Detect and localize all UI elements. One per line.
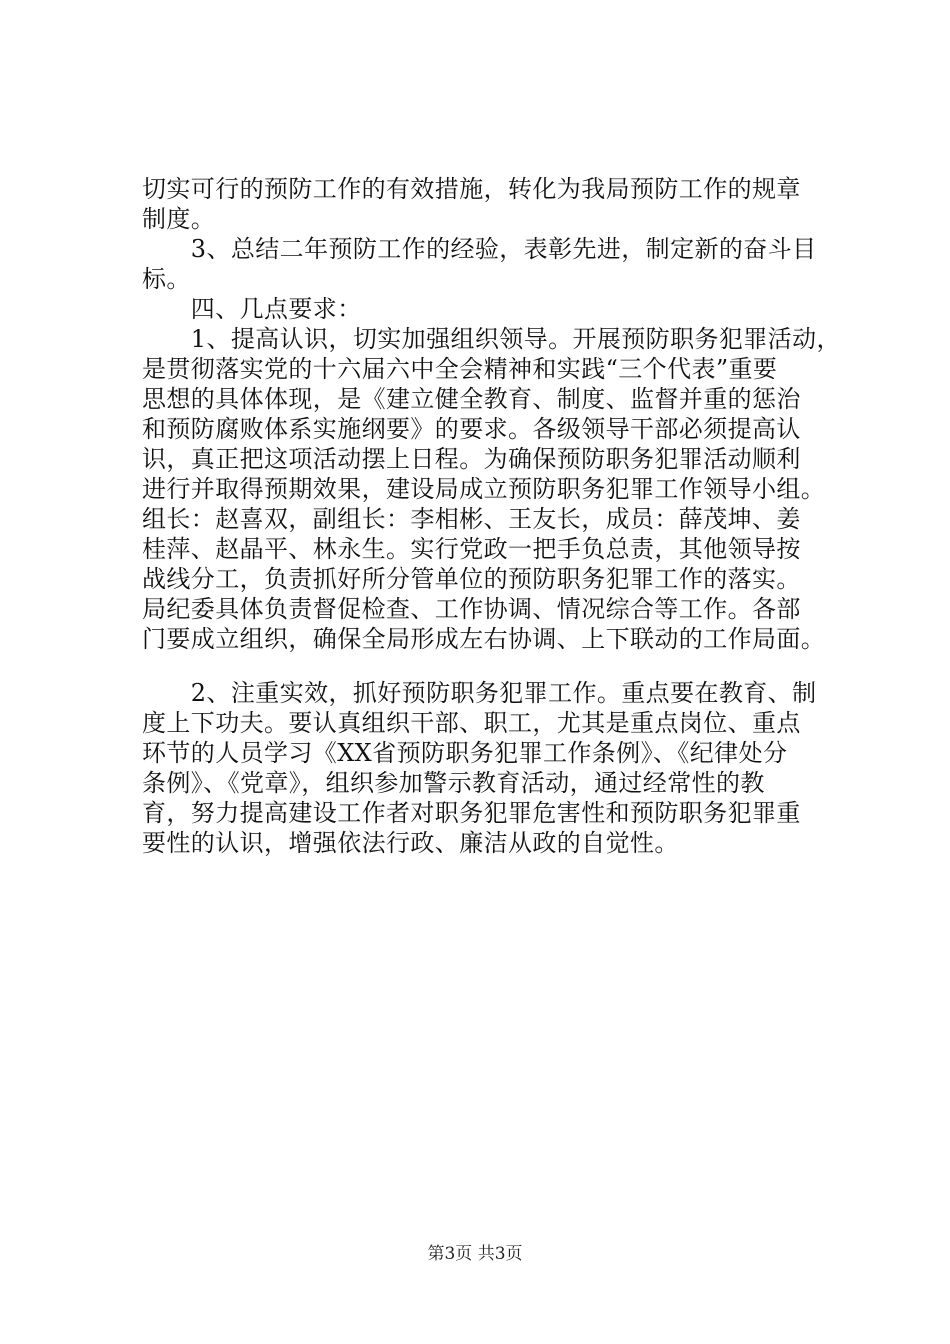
paragraph-gap [142,654,832,678]
body-line: 进行并取得预期效果，建设局成立预防职务犯罪工作领导小组。 [142,475,826,503]
body-line: 切实可行的预防工作的有效措施，转化为我局预防工作的规章 [142,175,801,203]
body-line: 识，真正把这项活动摆上日程。为确保预防职务犯罪活动顺利 [142,445,801,473]
body-line: 组长：赵喜双，副组长：李相彬、王友长，成员：薛茂坤、姜 [142,505,801,533]
body-line: 四、几点要求： [142,295,362,323]
body-line: 战线分工，负责抓好所分管单位的预防职务犯罪工作的落实。 [142,565,801,593]
document-body [142,174,841,858]
body-line: 是贯彻落实党的十六届六中全会精神和实践“三个代表”重要 [142,355,778,383]
body-line: 度上下功夫。要认真组织干部、职工，尤其是重点岗位、重点 [142,709,801,737]
body-line: 1、提高认识，切实加强组织领导。开展预防职务犯罪活动， [142,325,841,353]
body-line: 制度。 [142,205,216,233]
body-line: 思想的具体体现，是《建立健全教育、制度、监督并重的惩治 [142,385,801,413]
body-line: 2、注重实效，抓好预防职务犯罪工作。重点要在教育、制 [142,679,817,707]
page-number-footer: 第3页 共3页 [427,1244,523,1264]
body-line: 和预防腐败体系实施纲要》的要求。各级领导干部必须提高认 [142,415,801,443]
body-line: 环节的人员学习《XX省预防职务犯罪工作条例》、《纪律处分 [142,739,788,767]
body-line: 门要成立组织，确保全局形成左右协调、上下联动的工作局面。 [142,625,826,653]
body-line: 育，努力提高建设工作者对职务犯罪危害性和预防职务犯罪重 [142,799,801,827]
body-line: 局纪委具体负责督促检查、工作协调、情况综合等工作。各部 [142,595,801,623]
body-line: 条例》、《党章》，组织参加警示教育活动，通过经常性的教 [142,769,765,797]
body-line: 要性的认识，增强依法行政、廉洁从政的自觉性。 [142,829,679,857]
body-line: 标。 [142,265,191,293]
body-line: 3、总结二年预防工作的经验，表彰先进，制定新的奋斗目 [142,235,817,263]
body-line: 桂萍、赵晶平、林永生。实行党政一把手负总责，其他领导按 [142,535,801,563]
